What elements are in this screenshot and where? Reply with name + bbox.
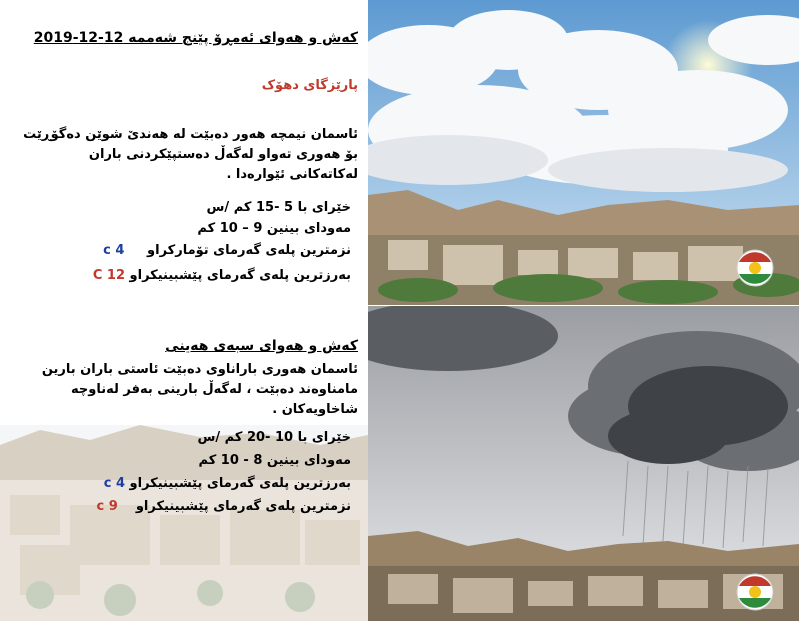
tomorrow-max-temp <box>104 476 351 491</box>
today-min-temp <box>103 243 351 258</box>
kurdistan-sun-logo <box>735 248 775 288</box>
tomorrow-max-temp-value: 4 c <box>103 476 126 491</box>
kurdistan-sun-logo-bottom <box>735 572 775 612</box>
today-min-temp-label: نزمترین پلەی گەرمای تۆمارکراو <box>147 243 351 258</box>
today-max-temp <box>93 268 351 283</box>
tomorrow-min-temp-value: 9 c <box>96 499 118 514</box>
today-min-temp-value: 4 c <box>103 243 125 258</box>
tomorrow-visibility: مەودای بینین 8 - 10 کم <box>198 453 351 468</box>
tomorrow-min-temp <box>96 499 351 514</box>
tomorrow-title: کەش و هەوای سبەی هەینی <box>165 338 358 354</box>
today-max-temp-label: بەرزترین پلەی گەرمای پێشبینیکراو <box>129 268 351 283</box>
tomorrow-max-temp-label: بەرزترین پلەی گەرمای پێشبینیکراو <box>129 476 351 491</box>
today-max-temp-value: 12 C <box>92 268 126 283</box>
tomorrow-description: ئاسمان هەوری باراناوی دەبێت ئاستی باران بارین مامناوەند دەبێت ، لەگەڵ بارینی بەفر لەناوچە شاخاویەکان . <box>41 362 358 417</box>
today-description: ئاسمان نیمچە هەور دەبێت لە هەندێ شوێن دەگۆڕێت بۆ هەوری تەواو لەگەڵ دەستپێکردنی باران لەکاتەکانی ئێوارەدا . <box>23 127 358 182</box>
region-name: پارێزگای دهۆک <box>261 78 358 93</box>
tomorrow-min-temp-label: نزمترین پلەی گەرمای پێشبینیکراو <box>135 499 351 514</box>
today-title: کەش و هەوای ئەمڕۆ پێنج شەممە 12-12-2019 <box>33 30 358 46</box>
tomorrow-wind: خێرای با 10 -20 کم /س <box>197 430 351 445</box>
today-visibility: مەودای بینین 9 – 10 کم <box>197 221 351 236</box>
today-wind: خێرای با 5 -15 کم /س <box>206 200 351 215</box>
